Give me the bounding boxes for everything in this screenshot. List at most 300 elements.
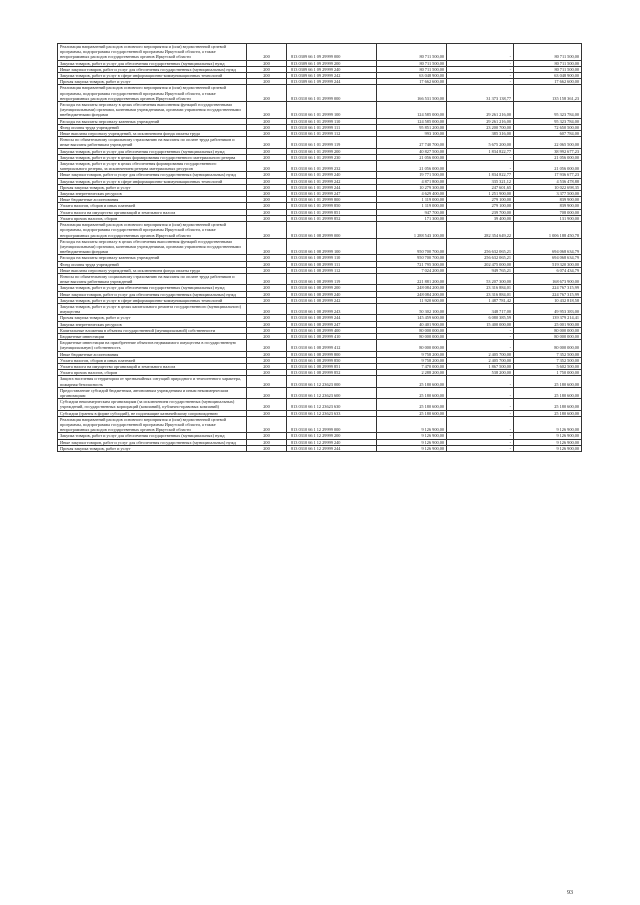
row-approved-amount-cell: 9 126 900,00: [377, 439, 447, 445]
table-row: [58, 255, 582, 261]
row-unexecuted-amount-cell: 224 767 315,99: [514, 285, 582, 291]
row-unexecuted-amount-cell: 1 750 000,00: [514, 370, 582, 376]
row-executed-amount-cell: -: [447, 66, 514, 72]
row-line-code-cell: 200: [247, 416, 287, 433]
row-unexecuted-amount-cell: 72 650 500,00: [514, 124, 582, 130]
row-name-cell: Закупка товаров, работ и услуг для обеспечения государственных (муниципальных) нужд: [58, 285, 247, 291]
row-executed-amount-cell: 1 251 900,00: [447, 191, 514, 197]
row-line-code-cell: 200: [247, 222, 287, 239]
row-classification-code-cell: 813 0310 66 1 08 29999 242: [287, 297, 377, 303]
table-row: [58, 303, 582, 314]
row-line-code-cell: 200: [247, 137, 287, 148]
row-unexecuted-amount-cell: 5 602 500,00: [514, 363, 582, 369]
row-line-code-cell: 200: [247, 351, 287, 357]
row-name-cell: Взносы по обязательному социальному страхованию на выплаты по оплате труда работников и иные выплаты работникам учреждений: [58, 273, 247, 284]
table-row: [58, 445, 582, 451]
row-approved-amount-cell: 63 048 900,00: [377, 73, 447, 79]
row-unexecuted-amount-cell: 694 068 634,79: [514, 255, 582, 261]
row-classification-code-cell: 813 0310 66 1 08 29999 243: [287, 303, 377, 314]
row-unexecuted-amount-cell: 9 126 900,00: [514, 439, 582, 445]
row-unexecuted-amount-cell: 80 711 500,00: [514, 60, 582, 66]
row-executed-amount-cell: 949 765,21: [447, 267, 514, 273]
row-approved-amount-cell: 11 920 600,00: [377, 297, 447, 303]
row-executed-amount-cell: 202 475 000,00: [447, 261, 514, 267]
row-executed-amount-cell: 1 834 822,77: [447, 172, 514, 178]
row-unexecuted-amount-cell: 839 900,00: [514, 197, 582, 203]
row-executed-amount-cell: -: [447, 340, 514, 351]
row-approved-amount-cell: 2 288 200,00: [377, 370, 447, 376]
row-name-cell: Субсидии некоммерческим организациям (за исключением государственных (муниципальных) учреждений, государственных корпораций (компаний), публично-правовых компаний): [58, 399, 247, 410]
row-classification-code-cell: 813 0310 66 1 08 29999 850: [287, 357, 377, 363]
row-classification-code-cell: 813 0310 66 1 01 29999 232: [287, 161, 377, 172]
row-approved-amount-cell: 1 288 543 100,00: [377, 222, 447, 239]
row-line-code-cell: 200: [247, 315, 287, 321]
table-row: [58, 148, 582, 154]
row-name-cell: Расходы на выплаты персоналу казенных учреждений: [58, 255, 247, 261]
row-line-code-cell: 200: [247, 172, 287, 178]
row-executed-amount-cell: -: [447, 433, 514, 439]
row-line-code-cell: 200: [247, 291, 287, 297]
row-line-code-cell: 200: [247, 184, 287, 190]
row-name-cell: Прочая закупка товаров, работ и услуг: [58, 184, 247, 190]
row-executed-amount-cell: 6 080 385,59: [447, 315, 514, 321]
row-unexecuted-amount-cell: 139 379 214,41: [514, 315, 582, 321]
row-line-code-cell: 200: [247, 445, 287, 451]
row-executed-amount-cell: 23 200 700,00: [447, 124, 514, 130]
row-executed-amount-cell: -: [447, 410, 514, 416]
row-name-cell: Прочая закупка товаров, работ и услуг: [58, 315, 247, 321]
row-line-code-cell: 200: [247, 44, 287, 61]
budget-execution-table: [57, 43, 582, 452]
row-line-code-cell: 200: [247, 303, 287, 314]
row-executed-amount-cell: 256 632 065,21: [447, 238, 514, 255]
row-executed-amount-cell: -: [447, 376, 514, 387]
row-executed-amount-cell: 385 316,00: [447, 131, 514, 137]
row-approved-amount-cell: 721 795 300,00: [377, 261, 447, 267]
row-name-cell: Уплата прочих налогов, сборов: [58, 370, 247, 376]
row-line-code-cell: 200: [247, 209, 287, 215]
row-name-cell: Уплата налогов, сборов и иных платежей: [58, 203, 247, 209]
row-name-cell: Закупка товаров, работ и услуг в сфере информационно-коммуникационных технологий: [58, 297, 247, 303]
row-classification-code-cell: 813 0309 66 1 09 29999 000: [287, 44, 377, 61]
row-classification-code-cell: 813 0310 66 1 01 29999 230: [287, 154, 377, 160]
row-name-cell: Фонд оплаты труда учреждений: [58, 124, 247, 130]
row-classification-code-cell: 813 0310 66 1 01 29999 851: [287, 209, 377, 215]
row-classification-code-cell: 813 0310 66 1 12 23623 600: [287, 387, 377, 398]
table-row: [58, 118, 582, 124]
row-executed-amount-cell: -: [447, 44, 514, 61]
row-classification-code-cell: 813 0310 66 1 01 29999 100: [287, 102, 377, 119]
row-executed-amount-cell: -: [447, 445, 514, 451]
table-row: [58, 238, 582, 255]
row-executed-amount-cell: 31 373 138,77: [447, 85, 514, 102]
row-name-cell: Взносы по обязательному социальному страхованию на выплаты по оплате труда работников и иные выплаты работникам учреждений: [58, 137, 247, 148]
row-unexecuted-amount-cell: 21 056 000,00: [514, 161, 582, 172]
row-name-cell: Реализация направлений расходов основного мероприятия и (или) ведомственной целевой программы, подпрограммы государственной программы Иркутской области, а также непрограммных расходов государственных органов Иркутской области: [58, 44, 247, 61]
row-approved-amount-cell: 80 000 000,00: [377, 327, 447, 333]
row-line-code-cell: 200: [247, 118, 287, 124]
row-line-code-cell: 200: [247, 297, 287, 303]
row-classification-code-cell: 813 0310 66 1 01 29999 111: [287, 124, 377, 130]
row-executed-amount-cell: -: [447, 60, 514, 66]
row-unexecuted-amount-cell: 25 180 600,00: [514, 387, 582, 398]
row-line-code-cell: 200: [247, 327, 287, 333]
row-name-cell: Защита населения и территории от чрезвычайных ситуаций природного и техногенного характера, пожарная безопасность: [58, 376, 247, 387]
row-line-code-cell: 200: [247, 178, 287, 184]
row-approved-amount-cell: 10 279 300,00: [377, 184, 447, 190]
table-row: [58, 376, 582, 387]
row-unexecuted-amount-cell: 95 323 784,00: [514, 118, 582, 124]
table-row: [58, 340, 582, 351]
row-approved-amount-cell: 9 126 900,00: [377, 445, 447, 451]
row-unexecuted-amount-cell: 95 323 784,00: [514, 102, 582, 119]
table-row: [58, 222, 582, 239]
row-classification-code-cell: 813 0310 66 1 08 29999 000: [287, 222, 377, 239]
table-row: [58, 291, 582, 297]
row-name-cell: Иные бюджетные ассигнования: [58, 197, 247, 203]
row-unexecuted-amount-cell: 168 673 900,00: [514, 273, 582, 284]
row-unexecuted-amount-cell: 135 158 361,23: [514, 85, 582, 102]
row-name-cell: Уплата прочих налогов, сборов: [58, 215, 247, 221]
row-approved-amount-cell: 4 871 800,00: [377, 178, 447, 184]
row-classification-code-cell: 813 0310 66 1 08 29999 800: [287, 351, 377, 357]
row-approved-amount-cell: 27 740 700,00: [377, 137, 447, 148]
row-executed-amount-cell: 1 867 500,00: [447, 363, 514, 369]
row-executed-amount-cell: -: [447, 154, 514, 160]
row-unexecuted-amount-cell: 6 074 434,79: [514, 267, 582, 273]
row-classification-code-cell: 813 0310 66 1 08 29999 100: [287, 238, 377, 255]
table-row: [58, 44, 582, 61]
row-approved-amount-cell: 9 126 900,00: [377, 416, 447, 433]
row-unexecuted-amount-cell: 80 000 000,00: [514, 333, 582, 339]
row-classification-code-cell: 813 0310 66 1 08 29999 852: [287, 370, 377, 376]
row-unexecuted-amount-cell: 224 767 315,99: [514, 291, 582, 297]
row-classification-code-cell: 813 0310 66 1 12 29999 244: [287, 445, 377, 451]
row-executed-amount-cell: 23 316 884,01: [447, 285, 514, 291]
row-approved-amount-cell: 947 700,00: [377, 209, 447, 215]
row-unexecuted-amount-cell: 80 000 000,00: [514, 340, 582, 351]
row-name-cell: Расходы на выплаты персоналу в целях обеспечения выполнения функций государственными (муниципальными) органами, казенными учреждениями, органами управления государственными внебюджетными фондами: [58, 238, 247, 255]
row-executed-amount-cell: -: [447, 333, 514, 339]
row-approved-amount-cell: 248 084 200,00: [377, 291, 447, 297]
row-name-cell: Закупка товаров, работ и услуг в целях капитального ремонта государственного (муниципального) имущества: [58, 303, 247, 314]
row-approved-amount-cell: 25 180 600,00: [377, 399, 447, 410]
row-approved-amount-cell: 25 180 600,00: [377, 376, 447, 387]
row-approved-amount-cell: 248 084 200,00: [377, 285, 447, 291]
row-name-cell: Иные закупки товаров, работ и услуг для обеспечения государственных (муниципальных) нужд: [58, 291, 247, 297]
row-classification-code-cell: 813 0310 66 1 01 29999 247: [287, 191, 377, 197]
row-classification-code-cell: 813 0310 66 1 12 29999 200: [287, 433, 377, 439]
row-approved-amount-cell: 80 711 500,00: [377, 66, 447, 72]
row-executed-amount-cell: -: [447, 161, 514, 172]
row-classification-code-cell: 813 0310 66 1 12 23623 630: [287, 399, 377, 410]
row-approved-amount-cell: 50 302 100,00: [377, 303, 447, 314]
row-executed-amount-cell: 1 834 822,77: [447, 148, 514, 154]
row-unexecuted-amount-cell: 1 006 188 450,78: [514, 222, 582, 239]
row-executed-amount-cell: 1 487 781,42: [447, 297, 514, 303]
row-unexecuted-amount-cell: 3 377 500,00: [514, 191, 582, 197]
table-row: [58, 363, 582, 369]
row-unexecuted-amount-cell: 80 711 500,00: [514, 66, 582, 72]
row-name-cell: Расходы на выплаты персоналу казенных учреждений: [58, 118, 247, 124]
row-executed-amount-cell: 15 400 000,00: [447, 321, 514, 327]
row-unexecuted-amount-cell: 708 000,00: [514, 209, 582, 215]
row-classification-code-cell: 813 0310 66 1 01 29999 110: [287, 118, 377, 124]
row-line-code-cell: 200: [247, 433, 287, 439]
row-approved-amount-cell: 145 459 600,00: [377, 315, 447, 321]
row-executed-amount-cell: 2 405 700,00: [447, 351, 514, 357]
row-name-cell: Закупка товаров, работ и услуг в целях формирования государственного материального резерва: [58, 154, 247, 160]
row-unexecuted-amount-cell: 4 536 478,88: [514, 178, 582, 184]
row-executed-amount-cell: 279 100,00: [447, 197, 514, 203]
row-line-code-cell: 200: [247, 333, 287, 339]
row-name-cell: Предоставление субсидий бюджетным, автономным учреждениям и иным некоммерческим организациям: [58, 387, 247, 398]
row-name-cell: Прочая закупка товаров, работ и услуг: [58, 79, 247, 85]
row-name-cell: Иные выплаты персоналу учреждений, за исключением фонда оплаты труда: [58, 131, 247, 137]
row-line-code-cell: 200: [247, 161, 287, 172]
row-executed-amount-cell: 279 100,00: [447, 203, 514, 209]
row-classification-code-cell: 813 0310 66 1 08 29999 240: [287, 291, 377, 297]
row-line-code-cell: 200: [247, 131, 287, 137]
row-line-code-cell: 200: [247, 124, 287, 130]
row-unexecuted-amount-cell: 17 936 677,23: [514, 172, 582, 178]
table-row: [58, 102, 582, 119]
row-executed-amount-cell: 39 400,00: [447, 215, 514, 221]
row-approved-amount-cell: 221 881 200,00: [377, 273, 447, 284]
row-classification-code-cell: 813 0310 66 1 01 29999 800: [287, 197, 377, 203]
row-executed-amount-cell: 2 405 700,00: [447, 357, 514, 363]
row-name-cell: Расходы на выплаты персоналу в целях обеспечения выполнения функций государственными (муниципальными) органами, казенными учреждениями, органами управления государственными внебюджетными фондами: [58, 102, 247, 119]
row-name-cell: Иные закупки товаров, работ и услуг для обеспечения государственных (муниципальных) нужд: [58, 66, 247, 72]
row-approved-amount-cell: 1 119 000,00: [377, 197, 447, 203]
row-name-cell: Закупка энергетических ресурсов: [58, 321, 247, 327]
row-line-code-cell: 200: [247, 102, 287, 119]
row-unexecuted-amount-cell: 131 900,00: [514, 215, 582, 221]
row-line-code-cell: 200: [247, 267, 287, 273]
row-classification-code-cell: 813 0310 66 1 12 29999 000: [287, 416, 377, 433]
row-classification-code-cell: 813 0310 66 1 08 29999 247: [287, 321, 377, 327]
row-line-code-cell: 200: [247, 399, 287, 410]
row-line-code-cell: 200: [247, 439, 287, 445]
row-unexecuted-amount-cell: 7 352 500,00: [514, 351, 582, 357]
row-approved-amount-cell: 25 180 600,00: [377, 410, 447, 416]
row-line-code-cell: 200: [247, 66, 287, 72]
row-name-cell: Уплата налогов, сборов и иных платежей: [58, 357, 247, 363]
row-line-code-cell: 200: [247, 410, 287, 416]
row-name-cell: Закупка товаров, работ и услуг для обеспечения государственных (муниципальных) нужд: [58, 60, 247, 66]
row-line-code-cell: 200: [247, 60, 287, 66]
row-approved-amount-cell: 80 711 500,00: [377, 60, 447, 66]
row-classification-code-cell: 813 0310 66 1 08 29999 412: [287, 340, 377, 351]
row-unexecuted-amount-cell: 9 126 900,00: [514, 416, 582, 433]
row-unexecuted-amount-cell: 839 900,00: [514, 203, 582, 209]
row-name-cell: Реализация направлений расходов основного мероприятия и (или) ведомственной целевой программы, подпрограммы государственной программы Иркутской области, а также непрограммных расходов государственных органов Иркутской области: [58, 85, 247, 102]
table-row: [58, 172, 582, 178]
row-approved-amount-cell: 95 851 200,00: [377, 124, 447, 130]
row-unexecuted-amount-cell: 607 784,00: [514, 131, 582, 137]
row-unexecuted-amount-cell: 21 056 000,00: [514, 154, 582, 160]
row-unexecuted-amount-cell: 9 126 900,00: [514, 433, 582, 439]
row-classification-code-cell: 813 0310 66 1 01 29999 240: [287, 172, 377, 178]
row-name-cell: Иные закупки товаров, работ и услуг для обеспечения государственных (муниципальных) нужд: [58, 439, 247, 445]
row-name-cell: Закупка энергетических ресурсов: [58, 191, 247, 197]
row-classification-code-cell: 813 0310 66 1 01 29999 242: [287, 178, 377, 184]
row-unexecuted-amount-cell: 49 953 383,00: [514, 303, 582, 314]
row-executed-amount-cell: 23 316 884,01: [447, 291, 514, 297]
table-row: [58, 399, 582, 410]
row-classification-code-cell: 813 0310 66 1 08 29999 244: [287, 315, 377, 321]
row-unexecuted-amount-cell: 25 180 600,00: [514, 410, 582, 416]
row-executed-amount-cell: -: [447, 327, 514, 333]
row-name-cell: Иные бюджетные ассигнования: [58, 351, 247, 357]
row-name-cell: Субсидии (гранты в форме субсидий), не подлежащие казначейскому сопровождению: [58, 410, 247, 416]
row-approved-amount-cell: 21 056 000,00: [377, 161, 447, 172]
row-name-cell: Уплата налога на имущество организаций и земельного налога: [58, 363, 247, 369]
row-executed-amount-cell: 348 717,00: [447, 303, 514, 314]
row-line-code-cell: 200: [247, 215, 287, 221]
row-approved-amount-cell: 1 119 000,00: [377, 203, 447, 209]
row-unexecuted-amount-cell: 25 180 600,00: [514, 376, 582, 387]
row-name-cell: Закупка товаров, работ и услуг в сфере информационно-коммуникационных технологий: [58, 178, 247, 184]
row-approved-amount-cell: 166 531 500,00: [377, 85, 447, 102]
row-line-code-cell: 200: [247, 73, 287, 79]
row-executed-amount-cell: 29 261 216,00: [447, 102, 514, 119]
row-line-code-cell: 200: [247, 273, 287, 284]
row-unexecuted-amount-cell: 80 000 000,00: [514, 327, 582, 333]
row-executed-amount-cell: 5 675 200,00: [447, 137, 514, 148]
row-approved-amount-cell: 993 100,00: [377, 131, 447, 137]
row-executed-amount-cell: -: [447, 439, 514, 445]
row-unexecuted-amount-cell: 63 048 900,00: [514, 73, 582, 79]
row-classification-code-cell: 813 0310 66 1 01 29999 200: [287, 148, 377, 154]
row-line-code-cell: 200: [247, 357, 287, 363]
row-name-cell: Реализация направлений расходов основного мероприятия и (или) ведомственной целевой программы, подпрограммы государственной программы Иркутской области, а также непрограммных расходов государственных органов Иркутской области: [58, 416, 247, 433]
table-row: [58, 131, 582, 137]
table-row: [58, 416, 582, 433]
row-classification-code-cell: 813 0309 66 1 09 29999 242: [287, 73, 377, 79]
row-unexecuted-amount-cell: 10 432 818,58: [514, 297, 582, 303]
row-line-code-cell: 200: [247, 261, 287, 267]
row-executed-amount-cell: 256 632 065,21: [447, 255, 514, 261]
row-line-code-cell: 200: [247, 203, 287, 209]
row-name-cell: Капитальные вложения в объекты государственной (муниципальной) собственности: [58, 327, 247, 333]
row-approved-amount-cell: 40 827 500,00: [377, 148, 447, 154]
row-executed-amount-cell: -: [447, 73, 514, 79]
row-unexecuted-amount-cell: 10 022 698,35: [514, 184, 582, 190]
row-unexecuted-amount-cell: 7 352 500,00: [514, 357, 582, 363]
row-classification-code-cell: 813 0310 66 1 08 29999 400: [287, 327, 377, 333]
table-row: [58, 297, 582, 303]
table-row: [58, 273, 582, 284]
row-name-cell: Закупка товаров, работ и услуг для обеспечения государственных (муниципальных) нужд: [58, 148, 247, 154]
table-row: [58, 387, 582, 398]
row-approved-amount-cell: 9 758 200,00: [377, 351, 447, 357]
row-name-cell: Реализация направлений расходов основного мероприятия и (или) ведомственной целевой программы, подпрограммы государственной программы Иркутской области, а также непрограммных расходов государственных органов Иркутской области: [58, 222, 247, 239]
row-executed-amount-cell: -: [447, 399, 514, 410]
row-classification-code-cell: 813 0310 66 1 01 29999 244: [287, 184, 377, 190]
row-approved-amount-cell: 7 470 000,00: [377, 363, 447, 369]
row-approved-amount-cell: 40 401 900,00: [377, 321, 447, 327]
row-approved-amount-cell: 80 711 500,00: [377, 44, 447, 61]
table-row: [58, 137, 582, 148]
table-row: [58, 161, 582, 172]
row-executed-amount-cell: -: [447, 387, 514, 398]
row-classification-code-cell: 813 0310 66 1 08 29999 111: [287, 261, 377, 267]
row-line-code-cell: 200: [247, 191, 287, 197]
row-name-cell: Иные закупки товаров, работ и услуг для обеспечения государственных (муниципальных) нужд: [58, 172, 247, 178]
row-approved-amount-cell: 124 585 000,00: [377, 118, 447, 124]
row-classification-code-cell: 813 0310 66 1 08 29999 851: [287, 363, 377, 369]
row-classification-code-cell: 813 0310 66 1 12 23623 000: [287, 376, 377, 387]
row-approved-amount-cell: 124 585 000,00: [377, 102, 447, 119]
row-classification-code-cell: 813 0310 66 1 08 29999 110: [287, 255, 377, 261]
row-name-cell: Закупка товаров, работ и услуг в целях обеспечения формирования государственного материального резерва, за исключением резерва материальных ресурсов: [58, 161, 247, 172]
row-executed-amount-cell: 282 354 649,22: [447, 222, 514, 239]
row-approved-amount-cell: 80 000 000,00: [377, 340, 447, 351]
row-line-code-cell: 200: [247, 387, 287, 398]
row-unexecuted-amount-cell: 22 065 500,00: [514, 137, 582, 148]
row-line-code-cell: 200: [247, 340, 287, 351]
row-line-code-cell: 200: [247, 370, 287, 376]
row-classification-code-cell: 813 0309 66 1 09 29999 200: [287, 60, 377, 66]
table-row: [58, 178, 582, 184]
row-name-cell: Иные выплаты персоналу учреждений, за исключением фонда оплаты труда: [58, 267, 247, 273]
row-line-code-cell: 200: [247, 148, 287, 154]
row-classification-code-cell: 813 0310 66 1 12 29999 240: [287, 439, 377, 445]
row-unexecuted-amount-cell: 38 992 677,23: [514, 148, 582, 154]
row-name-cell: Прочая закупка товаров, работ и услуг: [58, 445, 247, 451]
row-approved-amount-cell: 17 662 600,00: [377, 79, 447, 85]
row-name-cell: Бюджетные инвестиции на приобретение объектов недвижимого имущества в государственную (муниципальную) собственность: [58, 340, 247, 351]
row-classification-code-cell: 813 0310 66 1 01 29999 000: [287, 85, 377, 102]
table-row: [58, 267, 582, 273]
row-unexecuted-amount-cell: 694 068 634,79: [514, 238, 582, 255]
row-approved-amount-cell: 4 629 400,00: [377, 191, 447, 197]
row-approved-amount-cell: 7 024 200,00: [377, 267, 447, 273]
row-line-code-cell: 200: [247, 197, 287, 203]
row-unexecuted-amount-cell: 80 711 500,00: [514, 44, 582, 61]
row-approved-amount-cell: 19 771 500,00: [377, 172, 447, 178]
row-line-code-cell: 200: [247, 285, 287, 291]
row-executed-amount-cell: 247 601,65: [447, 184, 514, 190]
row-classification-code-cell: 813 0310 66 1 08 29999 200: [287, 285, 377, 291]
row-classification-code-cell: 813 0310 66 1 01 29999 119: [287, 137, 377, 148]
row-classification-code-cell: 813 0310 66 1 08 29999 112: [287, 267, 377, 273]
row-executed-amount-cell: -: [447, 416, 514, 433]
row-unexecuted-amount-cell: 25 180 600,00: [514, 399, 582, 410]
row-line-code-cell: 200: [247, 321, 287, 327]
row-approved-amount-cell: 950 700 700,00: [377, 255, 447, 261]
row-line-code-cell: 200: [247, 376, 287, 387]
table-row: [58, 285, 582, 291]
row-classification-code-cell: 813 0310 66 1 08 29999 410: [287, 333, 377, 339]
row-approved-amount-cell: 171 300,00: [377, 215, 447, 221]
row-unexecuted-amount-cell: 25 001 900,00: [514, 321, 582, 327]
row-classification-code-cell: 813 0310 66 1 12 23623 633: [287, 410, 377, 416]
row-unexecuted-amount-cell: 519 320 300,00: [514, 261, 582, 267]
row-classification-code-cell: 813 0310 66 1 01 29999 852: [287, 215, 377, 221]
row-name-cell: Закупка товаров, работ и услуг для обеспечения государственных (муниципальных) нужд: [58, 433, 247, 439]
row-name-cell: Фонд оплаты труда учреждений: [58, 261, 247, 267]
row-executed-amount-cell: 538 200,00: [447, 370, 514, 376]
row-line-code-cell: 200: [247, 85, 287, 102]
row-line-code-cell: 200: [247, 255, 287, 261]
row-executed-amount-cell: 335 321,12: [447, 178, 514, 184]
row-unexecuted-amount-cell: 9 126 900,00: [514, 445, 582, 451]
row-classification-code-cell: 813 0309 66 1 09 29999 244: [287, 79, 377, 85]
row-classification-code-cell: 813 0310 66 1 01 29999 850: [287, 203, 377, 209]
row-line-code-cell: 200: [247, 154, 287, 160]
